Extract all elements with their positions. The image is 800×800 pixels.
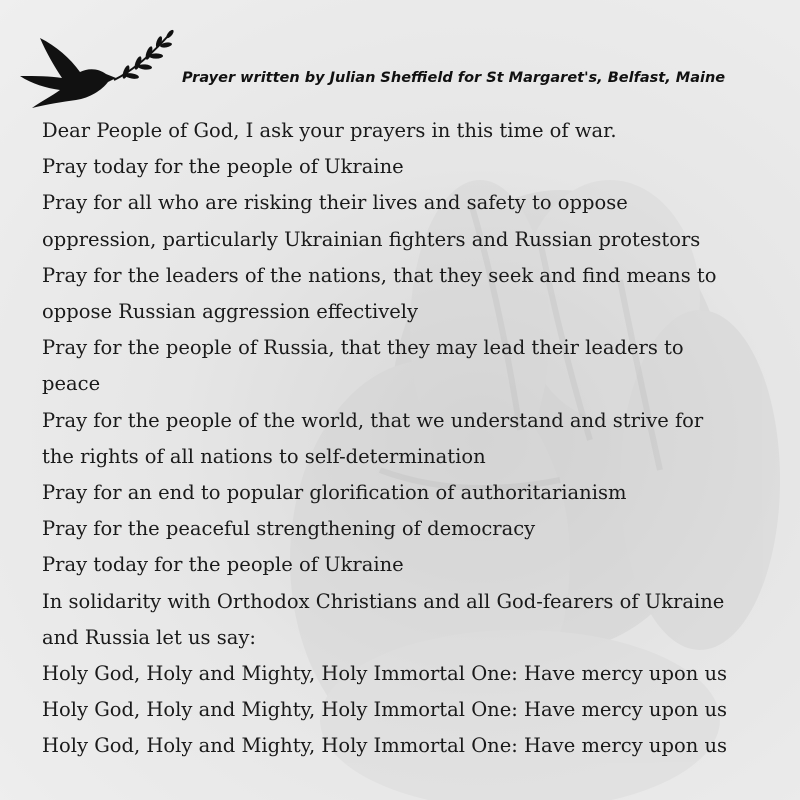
prayer-line: oppose Russian aggression effectively [42, 300, 419, 324]
prayer-line: Pray for the peaceful strengthening of democracy [42, 517, 536, 541]
author-credit: Prayer written by Julian Sheffield for St Margaret's, Belfast, Maine [182, 70, 726, 86]
prayer-line: the rights of all nations to self-determination [42, 444, 486, 468]
prayer-line: oppression, particularly Ukrainian fighters and Russian protestors [42, 227, 701, 251]
prayer-line: Pray for an end to popular glorification of authoritarianism [42, 481, 627, 505]
prayer-line: Pray for the people of Russia, that they may lead their leaders to [42, 336, 684, 360]
prayer-line: Pray for all who are risking their lives and safety to oppose [42, 191, 628, 215]
prayer-line: and Russia let us say: [42, 625, 256, 649]
prayer-line: Pray today for the people of Ukraine [42, 553, 404, 577]
prayer-line: Pray for the people of the world, that we understand and strive for [42, 408, 704, 432]
prayer-line: peace [42, 372, 101, 396]
prayer-line: Dear People of God, I ask your prayers in this time of war. [42, 119, 617, 142]
prayer-line: Holy God, Holy and Mighty, Holy Immortal One: Have mercy upon us [42, 734, 728, 758]
prayer-line: Holy God, Holy and Mighty, Holy Immortal One: Have mercy upon us [42, 662, 728, 686]
prayer-line: In solidarity with Orthodox Christians and all God-fearers of Ukraine [42, 589, 725, 613]
prayer-text [42, 113, 792, 765]
prayer-line: Pray today for the people of Ukraine [42, 155, 404, 179]
header [0, 0, 800, 110]
prayer-line: Pray for the leaders of the nations, that they seek and find means to [42, 263, 717, 287]
prayer-line: Holy God, Holy and Mighty, Holy Immortal One: Have mercy upon us [42, 698, 728, 722]
dove-with-olive-branch-icon [18, 28, 180, 110]
